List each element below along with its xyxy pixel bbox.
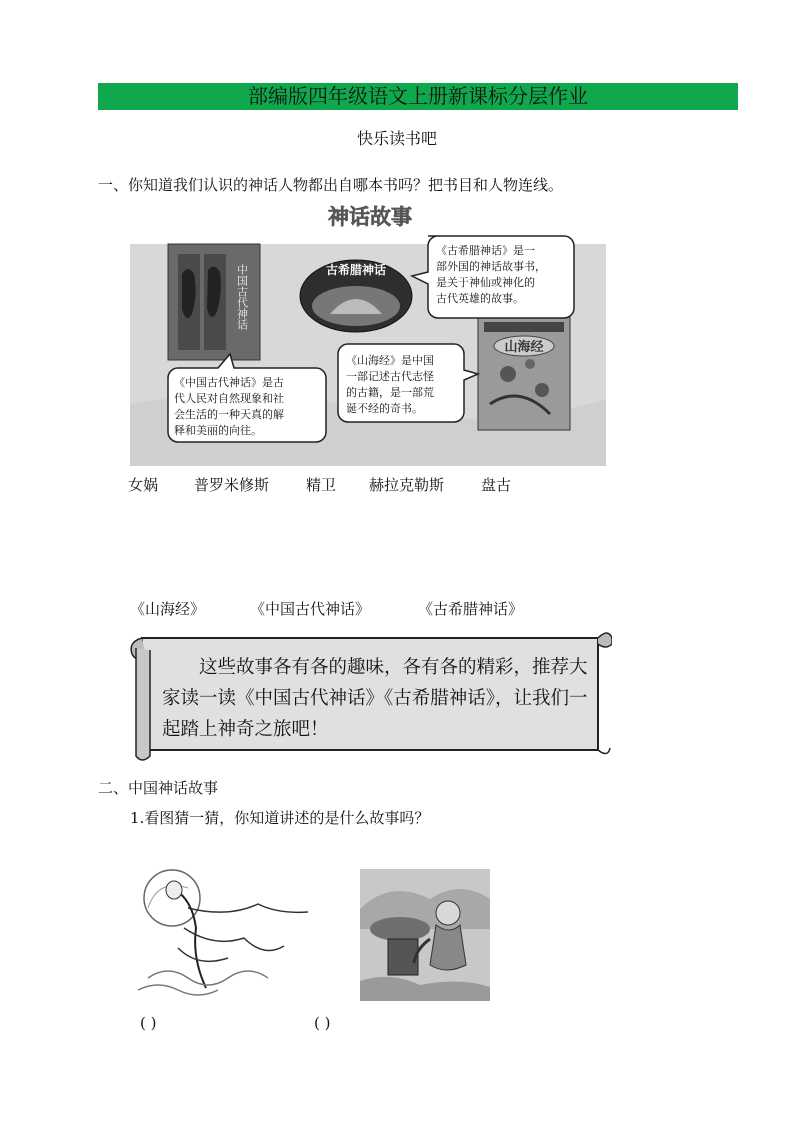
answer-blank[interactable]: ( ) [314,1014,331,1032]
chinese-myth-book-cover [168,244,260,360]
myth-stories-illustration [130,204,606,466]
bubble-greek-line: 《古希腊神话》是一 [436,244,535,257]
book-title[interactable]: 《古希腊神话》 [418,600,524,618]
page-subtitle: 快乐读书吧 [356,129,437,148]
question-1: 一、你知道我们认识的神话人物都出自哪本书吗？把书目和人物连线。 [98,176,564,194]
bubble-chinese-line: 会生活的一种天真的解 [174,408,284,421]
bubble-chinese-line: 释和美丽的向往。 [174,424,262,437]
illustration-heading: 神话故事 [328,205,412,229]
bubble-greek-line: 是关于神仙或神化的 [436,276,535,289]
character-name[interactable]: 女娲 [128,476,159,494]
bubble-shanhai-line: 诞不经的奇书。 [346,402,423,415]
book-cover-title: 中国古代神话 [235,264,249,330]
scroll-text [162,652,598,745]
book-title[interactable]: 《中国古代神话》 [250,600,371,618]
worksheet-banner: 部编版四年级语文上册新课标分层作业 [98,83,738,110]
shanhaijing-bubble [338,344,478,422]
old-man-picture [360,869,490,1001]
bubble-shanhai-line: 的古籍，是一部荒 [346,386,434,399]
bubble-shanhai-line: 一部记述古代志怪 [346,370,434,383]
bubble-chinese-line: 代人民对自然现象和社 [174,392,284,405]
character-name[interactable]: 盘古 [481,476,512,494]
character-name[interactable]: 精卫 [306,476,337,494]
bubble-chinese-line: 《中国古代神话》是古 [174,376,284,389]
flying-goddess-picture [128,868,323,1003]
bubble-greek-line: 古代英雄的故事。 [436,292,524,305]
section-2-title: 二、中国神话故事 [98,779,219,797]
book-title[interactable]: 《山海经》 [130,600,206,618]
answer-blank[interactable]: ( ) [140,1014,157,1032]
greek-myth-bubble [412,236,574,318]
character-name[interactable]: 赫拉克勒斯 [369,476,445,494]
bubble-greek-line: 部外国的神话故事书， [436,260,546,273]
shanhaijing-cover-title: 山海经 [504,340,544,355]
shanhaijing-book-cover [478,316,570,430]
scroll-paragraph: 这些故事各有各的趣味，各有各的精彩，推荐大家读一读《中国古代神话》《古希腊神话》，让我们一起踏上神奇之旅吧！ [162,657,588,740]
character-name[interactable]: 普罗米修斯 [194,476,270,494]
question-2-1: 1.看图猜一猜，你知道讲述的是什么故事吗？ [130,809,430,827]
bubble-shanhai-line: 《山海经》是中国 [346,354,434,367]
greek-myth-painting [300,260,412,332]
greek-myth-label: 古希腊神话 [325,263,387,277]
